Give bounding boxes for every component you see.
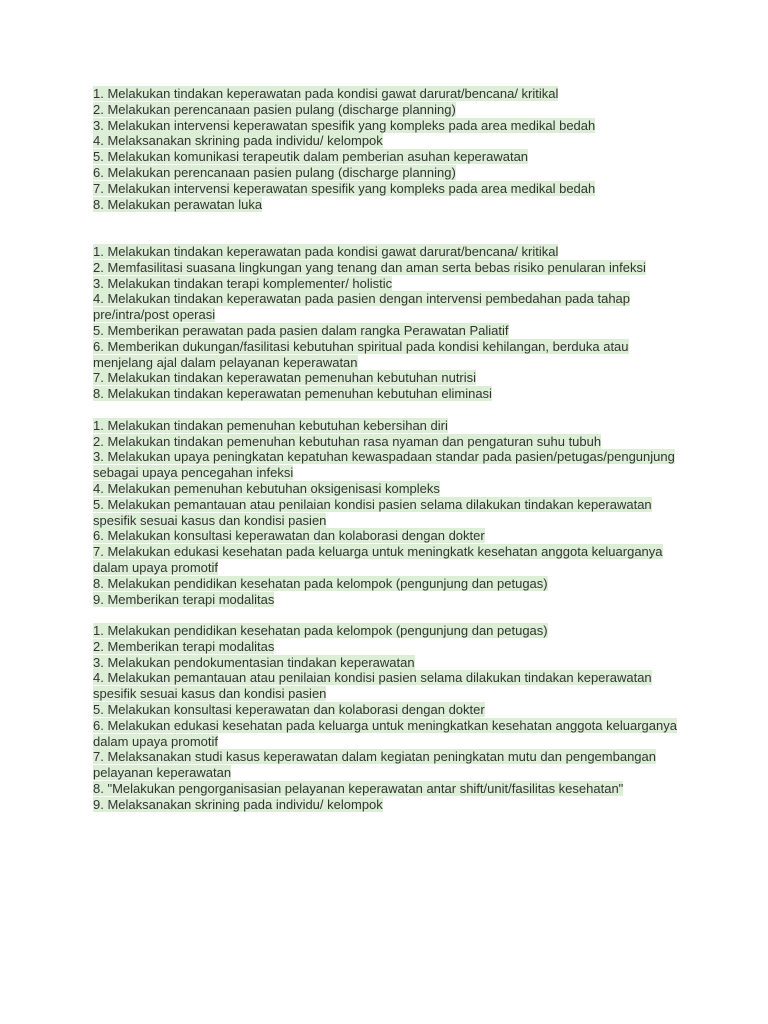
list-item-text: 2. Memfasilitasi suasana lingkungan yang tenang dan aman serta bebas risiko penularan infeksi: [93, 259, 646, 275]
list-item-text: 3. Melakukan pendokumentasian tindakan keperawatan: [93, 654, 415, 670]
list-item: [93, 576, 683, 592]
list-item-text: 4. Melakukan pemenuhan kebutuhan oksigenisasi kompleks: [93, 480, 440, 496]
list-item: [93, 528, 683, 544]
list-item-text: 8. Melakukan pendidikan kesehatan pada kelompok (pengunjung dan petugas): [93, 575, 548, 591]
list-group-3: [93, 418, 683, 608]
list-item: [93, 260, 683, 276]
list-item: [93, 181, 683, 197]
list-item-text: 4. Melakukan pemantauan atau penilaian kondisi pasien selama dilakukan tindakan keperawatan spesifik sesuai kasus dan kondisi pasien: [93, 670, 652, 702]
list-item: [93, 655, 683, 671]
list-item-text: 1. Melakukan tindakan keperawatan pada kondisi gawat darurat/bencana/ kritikal: [93, 243, 559, 259]
list-item-text: 1. Melakukan tindakan keperawatan pada kondisi gawat darurat/bencana/ kritikal: [93, 86, 559, 101]
list-item: [93, 149, 683, 165]
list-item-text: 9. Memberikan terapi modalitas: [93, 591, 275, 607]
list-item: [93, 339, 683, 371]
list-item: [93, 291, 683, 323]
list-item: [93, 244, 683, 260]
list-item: [93, 197, 683, 213]
list-item: [93, 434, 683, 450]
list-item: [93, 386, 683, 402]
list-item: [93, 592, 683, 608]
list-item: [93, 670, 683, 702]
list-group-2: [93, 244, 683, 402]
list-item-text: 6. Melakukan edukasi kesehatan pada keluarga untuk meningkatkan kesehatan anggota keluarganya dalam upaya promotif: [93, 717, 677, 749]
list-item-text: 6. Melakukan perencanaan pasien pulang (discharge planning): [93, 164, 456, 180]
list-item: [93, 639, 683, 655]
list-item-text: 6. Memberikan dukungan/fasilitasi kebutuhan spiritual pada kondisi kehilangan, berduka atau menjelang ajal dalam pelayanan keperawatan: [93, 338, 629, 370]
list-item-text: 1. Melakukan tindakan pemenuhan kebutuhan kebersihan diri: [93, 417, 448, 433]
list-item: [93, 418, 683, 434]
list-item-text: 6. Melakukan konsultasi keperawatan dan kolaborasi dengan dokter: [93, 528, 485, 544]
list-item: [93, 718, 683, 750]
list-item-text: 5. Memberikan perawatan pada pasien dalam rangka Perawatan Paliatif: [93, 322, 509, 338]
list-item-text: 3. Melakukan tindakan terapi komplementer/ holistic: [93, 275, 393, 291]
list-item: [93, 86, 683, 102]
list-item: [93, 102, 683, 118]
list-item: [93, 544, 683, 576]
list-item: [93, 323, 683, 339]
list-item-text: 5. Melakukan pemantauan atau penilaian kondisi pasien selama dilakukan tindakan keperawatan spesifik sesuai kasus dan kondisi pasien: [93, 496, 652, 528]
list-item-text: 8. Melakukan perawatan luka: [93, 196, 263, 212]
list-item-text: 7. Melakukan tindakan keperawatan pemenuhan kebutuhan nutrisi: [93, 370, 477, 386]
list-group-1: [93, 86, 683, 212]
list-item: [93, 276, 683, 292]
list-item: [93, 133, 683, 149]
list-item-text: 9. Melaksanakan skrining pada individu/ kelompok: [93, 796, 383, 812]
list-item: [93, 449, 683, 481]
list-item-text: 8. Melakukan tindakan keperawatan pemenuhan kebutuhan eliminasi: [93, 386, 492, 402]
list-item: [93, 165, 683, 181]
list-item-text: 7. Melakukan intervensi keperawatan spesifik yang kompleks pada area medikal bedah: [93, 180, 596, 196]
list-item-text: 2. Melakukan tindakan pemenuhan kebutuhan rasa nyaman dan pengaturan suhu tubuh: [93, 433, 602, 449]
list-item-text: 4. Melaksanakan skrining pada individu/ kelompok: [93, 133, 383, 149]
list-item-text: 7. Melakukan edukasi kesehatan pada keluarga untuk meningkatk kesehatan anggota keluarganya dalam upaya promotif: [93, 544, 663, 575]
list-item-text: 2. Melakukan perencanaan pasien pulang (discharge planning): [93, 101, 456, 117]
list-group-4: [93, 623, 683, 813]
list-item-text: 3. Melakukan intervensi keperawatan spesifik yang kompleks pada area medikal bedah: [93, 117, 596, 133]
list-item: [93, 497, 683, 529]
list-item: [93, 370, 683, 386]
list-item: [93, 118, 683, 134]
list-item-text: 3. Melakukan upaya peningkatan kepatuhan kewaspadaan standar pada pasien/petugas/pengunjung sebagai upaya pencegahan infeksi: [93, 449, 675, 481]
list-item: [93, 797, 683, 813]
list-item-text: 8. "Melakukan pengorganisasian pelayanan keperawatan antar shift/unit/fasilitas kesehatan": [93, 781, 624, 797]
list-item-text: 5. Melakukan konsultasi keperawatan dan kolaborasi dengan dokter: [93, 702, 485, 718]
list-item-text: 4. Melakukan tindakan keperawatan pada pasien dengan intervensi pembedahan pada tahap pre/intra/post operasi: [93, 291, 631, 323]
list-item: [93, 623, 683, 639]
list-item: [93, 702, 683, 718]
list-item-text: 7. Melaksanakan studi kasus keperawatan dalam kegiatan peningkatan mutu dan pengembangan pelayanan keperawatan: [93, 749, 656, 781]
list-item: [93, 781, 683, 797]
list-item-text: 1. Melakukan pendidikan kesehatan pada kelompok (pengunjung dan petugas): [93, 623, 548, 639]
list-item-text: 5. Melakukan komunikasi terapeutik dalam pemberian asuhan keperawatan: [93, 149, 529, 165]
list-item: [93, 749, 683, 781]
list-item: [93, 481, 683, 497]
list-item-text: 2. Memberikan terapi modalitas: [93, 638, 275, 654]
document-page: [93, 86, 683, 813]
